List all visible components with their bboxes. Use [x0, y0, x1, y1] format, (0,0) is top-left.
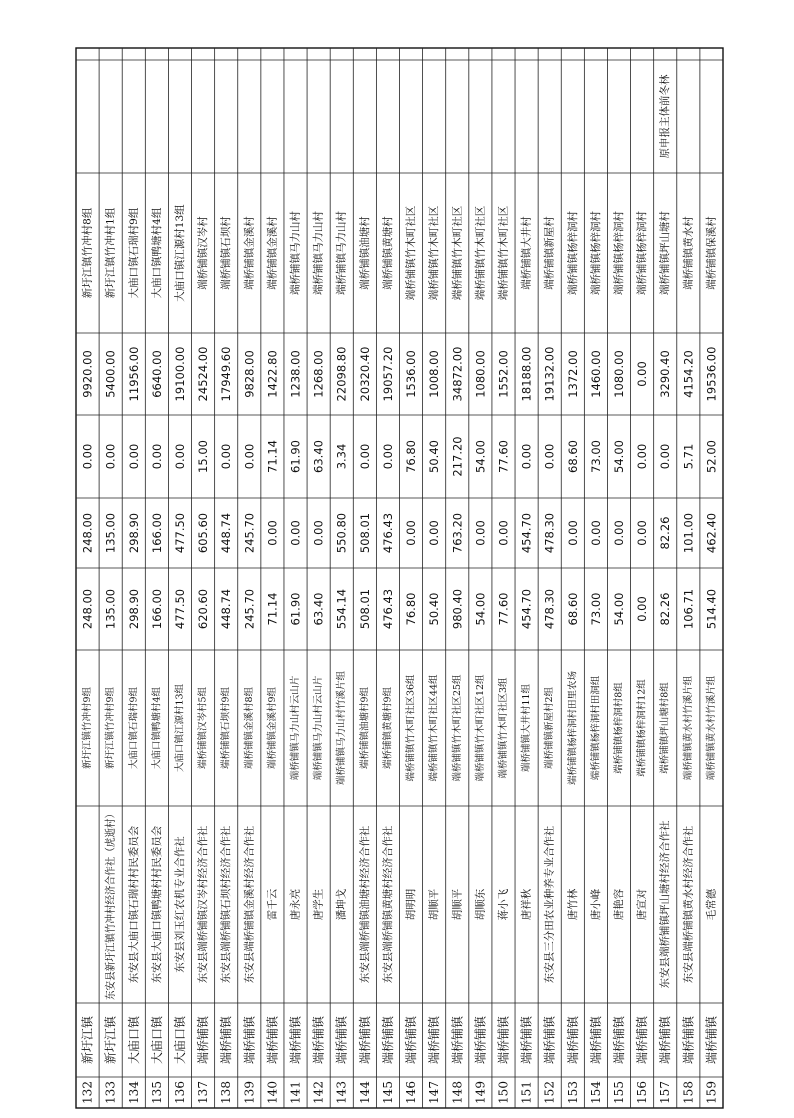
- cell-col-d: 18188.00: [519, 346, 534, 402]
- cell-town: 新圩江镇: [80, 1015, 95, 1065]
- cell-payee: 东安县新圩江镇竹冲村经济合作社（虎逝村）: [104, 790, 117, 1000]
- cell-town: 端桥铺镇: [542, 1015, 557, 1065]
- cell-col-d: 1008.00: [427, 350, 442, 398]
- cell-col-a: 478.30: [542, 588, 557, 630]
- cell-no: 136: [172, 1081, 187, 1104]
- cell-no: 158: [681, 1081, 696, 1104]
- cell-col-b: 454.70: [519, 512, 534, 554]
- cell-col-d: 1238.00: [288, 350, 303, 398]
- cell-col-d: 1422.80: [265, 350, 280, 398]
- cell-col-a: 0.00: [635, 596, 650, 622]
- cell-town: 端桥铺镇: [612, 1015, 627, 1065]
- cell-col-b: 0.00: [565, 520, 580, 546]
- cell-no: 140: [265, 1081, 280, 1104]
- cell-village: 端桥铺镇金溪村: [243, 216, 256, 290]
- cell-location: 端桥铺镇马力山村云山片: [290, 675, 302, 781]
- cell-col-d: 17949.60: [219, 346, 234, 402]
- cell-village: 端桥铺镇马力山村: [312, 211, 325, 295]
- cell-payee: 胡顺平: [451, 888, 464, 921]
- cell-col-b: 448.74: [219, 512, 234, 554]
- cell-no: 141: [288, 1081, 303, 1104]
- cell-col-d: 34872.00: [450, 346, 465, 402]
- cell-payee: 东安县端桥铺镇金溪村经济合作社: [243, 825, 256, 984]
- cell-town: 端桥铺镇: [219, 1015, 234, 1065]
- cell-location: 端桥铺镇黄塘村9组: [382, 686, 394, 770]
- cell-payee: 毛常德: [705, 888, 718, 921]
- cell-location: 端桥铺镇金溪村9组: [266, 686, 278, 770]
- cell-col-c: 68.60: [565, 440, 580, 473]
- cell-col-b: 763.20: [450, 512, 465, 554]
- cell-col-b: 245.70: [242, 512, 257, 554]
- cell-col-b: 476.43: [380, 512, 395, 554]
- cell-no: 156: [635, 1081, 650, 1104]
- cell-col-d: 1372.00: [565, 350, 580, 398]
- cell-col-c: 0.00: [126, 443, 141, 470]
- cell-col-d: 1536.00: [404, 350, 419, 398]
- cell-col-c: 0.00: [542, 443, 557, 470]
- cell-col-b: 0.00: [496, 520, 511, 546]
- cell-no: 159: [704, 1081, 719, 1104]
- cell-town: 端桥铺镇: [334, 1015, 349, 1065]
- cell-col-b: 0.00: [427, 520, 442, 546]
- cell-col-c: 0.00: [519, 443, 534, 470]
- cell-town: 端桥铺镇: [380, 1015, 395, 1065]
- cell-col-d: 4154.20: [681, 350, 696, 398]
- cell-col-c: 54.00: [612, 440, 627, 473]
- cell-town: 端桥铺镇: [588, 1015, 603, 1065]
- cell-col-c: 63.40: [311, 440, 326, 473]
- cell-col-c: 71.14: [265, 440, 280, 473]
- cell-town: 端桥铺镇: [681, 1015, 696, 1065]
- cell-location: 大庙口镇鸭塘村4组: [151, 686, 163, 770]
- cell-col-b: 0.00: [311, 520, 326, 546]
- cell-col-b: 0.00: [404, 520, 419, 546]
- cell-village: 端桥铺镇竹木町社区: [428, 205, 441, 301]
- cell-col-c: 77.60: [496, 440, 511, 473]
- cell-no: 133: [103, 1081, 118, 1104]
- cell-col-a: 166.00: [149, 588, 164, 630]
- cell-col-d: 3290.40: [658, 350, 673, 398]
- cell-col-b: 0.00: [473, 520, 488, 546]
- cell-col-b: 0.00: [288, 520, 303, 546]
- cell-col-d: 20320.40: [357, 346, 372, 402]
- cell-village: 端桥铺镇杨梓洞村: [636, 211, 649, 295]
- cell-payee: 唐小峰: [589, 888, 602, 921]
- cell-col-c: 3.34: [334, 443, 349, 470]
- cell-no: 153: [565, 1081, 580, 1104]
- cell-col-d: 6640.00: [149, 350, 164, 398]
- cell-col-b: 298.90: [126, 512, 141, 554]
- cell-payee: 唐学生: [312, 888, 325, 921]
- cell-no: 139: [242, 1081, 257, 1104]
- cell-village: 端桥铺镇黄塘村: [381, 216, 394, 290]
- cell-payee: 东安县大庙口镇鸭塘村村民委员会: [150, 825, 163, 984]
- cell-no: 151: [519, 1081, 534, 1104]
- cell-no: 142: [311, 1081, 326, 1104]
- cell-col-d: 9828.00: [242, 350, 257, 398]
- cell-col-a: 50.40: [427, 592, 442, 626]
- cell-location: 端桥铺镇大井村11组: [521, 683, 533, 773]
- cell-no: 138: [219, 1081, 234, 1104]
- cell-location: 端桥铺镇竹木町社区25组: [451, 674, 463, 782]
- cell-town: 端桥铺镇: [496, 1015, 511, 1065]
- cell-location: 端桥铺镇杨梓洞村12组: [636, 679, 648, 777]
- cell-village: 端桥铺镇竹木町社区: [451, 205, 464, 301]
- cell-village: 端桥铺镇石坝村: [220, 216, 233, 290]
- cell-col-d: 1552.00: [496, 350, 511, 398]
- cell-town: 大庙口镇: [126, 1015, 141, 1065]
- cell-col-c: 50.40: [427, 440, 442, 473]
- cell-payee: 东安县端桥铺镇油塘村经济合作社: [358, 825, 371, 984]
- cell-location: 端桥铺镇金溪村8组: [243, 686, 255, 770]
- cell-no: 154: [588, 1081, 603, 1104]
- cell-col-c: 76.80: [404, 440, 419, 473]
- cell-location: 端桥铺镇竹木町社区3组: [497, 677, 509, 779]
- cell-payee: 东安县端桥铺镇坪山塘村经济合作社: [659, 820, 672, 989]
- cell-col-d: 22098.80: [334, 346, 349, 402]
- cell-col-c: 73.00: [588, 440, 603, 473]
- cell-location: 端桥铺镇油塘村9组: [359, 686, 371, 770]
- cell-town: 端桥铺镇: [635, 1015, 650, 1065]
- cell-col-a: 454.70: [519, 588, 534, 630]
- cell-location: 新圩江镇竹冲村9组: [105, 686, 117, 770]
- cell-col-d: 19100.00: [172, 346, 187, 402]
- cell-payee: 雷千云: [266, 888, 279, 921]
- cell-col-c: 217.20: [450, 436, 465, 477]
- cell-remark: 原申报主体前冬林: [659, 74, 672, 159]
- cell-town: 端桥铺镇: [519, 1015, 534, 1065]
- cell-no: 148: [450, 1081, 465, 1104]
- cell-no: 147: [427, 1081, 442, 1104]
- cell-col-b: 82.26: [658, 516, 673, 550]
- cell-col-a: 554.14: [334, 588, 349, 630]
- cell-village: 端桥铺镇油塘村: [358, 216, 371, 290]
- cell-town: 大庙口镇: [149, 1015, 164, 1065]
- cell-col-a: 448.74: [219, 588, 234, 630]
- cell-village: 大庙口镇鸭塘村4组: [150, 207, 163, 299]
- cell-location: 大庙口镇石瑞村9组: [128, 686, 140, 770]
- cell-col-c: 61.90: [288, 440, 303, 473]
- cell-col-b: 166.00: [149, 512, 164, 554]
- cell-village: 端桥铺镇竹木町社区: [405, 205, 418, 301]
- cell-col-b: 135.00: [103, 512, 118, 554]
- cell-location: 端桥铺镇马力山村云山片: [313, 675, 325, 781]
- cell-col-b: 462.40: [704, 512, 719, 554]
- cell-location: 端桥铺镇杨梓洞村田里农场: [567, 670, 579, 786]
- cell-col-c: 0.00: [242, 443, 257, 470]
- cell-town: 端桥铺镇: [404, 1015, 419, 1065]
- cell-col-d: 11956.00: [126, 346, 141, 402]
- cell-town: 端桥铺镇: [357, 1015, 372, 1065]
- cell-town: 端桥铺镇: [450, 1015, 465, 1065]
- cell-col-c: 0.00: [80, 443, 95, 470]
- cell-village: 端桥铺镇金溪村: [266, 216, 279, 290]
- cell-no: 149: [473, 1081, 488, 1104]
- cell-col-a: 245.70: [242, 588, 257, 630]
- cell-village: 大庙口镇江源村13组: [173, 204, 186, 302]
- cell-location: 端桥铺镇竹木町社区36组: [405, 674, 417, 782]
- cell-location: 端桥铺镇黄水村竹溪片组: [705, 675, 717, 781]
- cell-location: 端桥铺镇杨梓洞村8组: [613, 682, 625, 774]
- cell-village: 端桥铺镇大井村: [520, 216, 533, 290]
- cell-payee: 蒋小飞: [497, 888, 510, 921]
- cell-payee: 唐宣对: [636, 888, 649, 921]
- cell-col-a: 61.90: [288, 592, 303, 626]
- cell-col-b: 508.01: [357, 512, 372, 554]
- cell-col-a: 476.43: [380, 588, 395, 630]
- cell-col-b: 478.30: [542, 512, 557, 554]
- cell-col-d: 1460.00: [588, 350, 603, 398]
- cell-location: 端桥铺镇马力山村竹溪片组: [336, 670, 348, 786]
- cell-village: 端桥铺镇杨梓洞村: [566, 211, 579, 295]
- cell-col-d: 1268.00: [311, 350, 326, 398]
- cell-payee: 胡顺东: [474, 888, 487, 921]
- cell-location: 端桥铺镇汉岑村5组: [197, 686, 209, 770]
- cell-no: 146: [404, 1081, 419, 1104]
- cell-village: 新圩江镇竹冲村8组: [81, 207, 94, 299]
- cell-village: 端桥铺镇竹木町社区: [474, 205, 487, 301]
- cell-col-a: 77.60: [496, 592, 511, 626]
- cell-location: 端桥铺镇石坝村9组: [220, 686, 232, 770]
- cell-payee: 东安县端桥铺镇汉岑村经济合作社: [197, 825, 210, 984]
- cell-payee: 东安县刘玉红农机专业合作社: [173, 836, 186, 973]
- cell-village: 端桥铺镇竹木町社区: [497, 205, 510, 301]
- cell-col-c: 0.00: [172, 443, 187, 470]
- cell-payee: 潘坤戈: [335, 888, 348, 921]
- cell-location: 端桥铺镇坪山塘村8组: [659, 682, 671, 774]
- cell-payee: 东安县端桥铺镇黄水村经济合作社: [682, 825, 695, 984]
- cell-payee: 唐祥秋: [520, 888, 533, 921]
- cell-col-b: 0.00: [588, 520, 603, 546]
- cell-location: 大庙口镇江源村13组: [174, 683, 186, 773]
- cell-col-c: 0.00: [149, 443, 164, 470]
- cell-col-b: 605.60: [196, 512, 211, 554]
- cell-location: 端桥铺镇黄水村竹溪片组: [682, 675, 694, 781]
- cell-col-d: 1080.00: [473, 350, 488, 398]
- cell-col-d: 0.00: [635, 361, 650, 387]
- cell-payee: 东安县端桥铺镇黄塘村经济合作社: [381, 825, 394, 984]
- cell-village: 端桥铺镇杨梓洞村: [613, 211, 626, 295]
- cell-payee: 唐永亮: [289, 888, 302, 921]
- cell-col-a: 71.14: [265, 592, 280, 626]
- cell-town: 端桥铺镇: [311, 1015, 326, 1065]
- cell-village: 端桥铺镇黄水村: [682, 216, 695, 290]
- cell-col-c: 15.00: [196, 440, 211, 473]
- cell-town: 端桥铺镇: [242, 1015, 257, 1065]
- cell-col-c: 0.00: [635, 443, 650, 470]
- cell-col-d: 24524.00: [196, 346, 211, 402]
- cell-payee: 东安县三分田农业种养专业合作社: [543, 825, 556, 984]
- cell-town: 端桥铺镇: [427, 1015, 442, 1065]
- cell-col-a: 54.00: [612, 592, 627, 626]
- cell-col-a: 63.40: [311, 592, 326, 626]
- cell-village: 新圩江镇竹冲村1组: [104, 207, 117, 299]
- cell-payee: 胡顺平: [428, 888, 441, 921]
- cell-village: 端桥铺镇保溪村: [705, 216, 718, 290]
- cell-no: 145: [380, 1081, 395, 1104]
- cell-col-a: 135.00: [103, 588, 118, 630]
- cell-village: 端桥铺镇坪山塘村: [659, 211, 672, 295]
- cell-location: 端桥铺镇竹木町社区12组: [474, 674, 486, 782]
- cell-village: 端桥铺镇汉岑村: [197, 216, 210, 290]
- cell-location: 端桥铺镇新屋村2组: [544, 686, 556, 770]
- cell-col-a: 68.60: [565, 592, 580, 626]
- cell-col-a: 76.80: [404, 592, 419, 626]
- cell-town: 端桥铺镇: [565, 1015, 580, 1065]
- cell-town: 大庙口镇: [172, 1015, 187, 1065]
- cell-payee: 唐艳容: [613, 888, 626, 921]
- cell-payee: 东安县端桥铺镇石坝村经济合作社: [220, 825, 233, 984]
- cell-col-b: 0.00: [635, 520, 650, 546]
- cell-col-b: 101.00: [681, 512, 696, 554]
- cell-col-c: 54.00: [473, 440, 488, 473]
- cell-location: 新圩江镇竹冲村9组: [82, 686, 94, 770]
- cell-col-c: 0.00: [219, 443, 234, 470]
- cell-col-d: 19536.00: [704, 346, 719, 402]
- cell-no: 134: [126, 1081, 141, 1104]
- cell-col-a: 248.00: [80, 588, 95, 630]
- cell-no: 150: [496, 1081, 511, 1104]
- cell-payee: 胡明明: [405, 888, 418, 921]
- cell-col-a: 514.40: [704, 588, 719, 630]
- cell-no: 144: [357, 1081, 372, 1104]
- cell-no: 157: [658, 1081, 673, 1104]
- cell-payee: 东安县大庙口镇石瑞村村民委员会: [127, 825, 140, 984]
- cell-col-a: 620.60: [196, 588, 211, 630]
- cell-col-a: 980.40: [450, 588, 465, 630]
- cell-col-d: 19057.20: [380, 346, 395, 402]
- cell-town: 端桥铺镇: [288, 1015, 303, 1065]
- cell-no: 152: [542, 1081, 557, 1104]
- cell-col-c: 0.00: [380, 443, 395, 470]
- cell-col-a: 106.71: [681, 588, 696, 630]
- cell-col-c: 0.00: [357, 443, 372, 470]
- cell-col-d: 9920.00: [80, 350, 95, 398]
- table-cells: [80, 74, 719, 1104]
- cell-town: 端桥铺镇: [265, 1015, 280, 1065]
- cell-no: 132: [80, 1081, 95, 1104]
- cell-col-a: 298.90: [126, 588, 141, 630]
- cell-village: 端桥铺镇马力山村: [335, 211, 348, 295]
- cell-village: 大庙口镇石瑞村9组: [127, 207, 140, 299]
- cell-col-c: 0.00: [658, 443, 673, 470]
- cell-village: 端桥铺镇马力山村: [289, 211, 302, 295]
- cell-col-a: 508.01: [357, 588, 372, 630]
- cell-col-b: 0.00: [265, 520, 280, 546]
- cell-village: 端桥铺镇杨梓洞村: [589, 211, 602, 295]
- cell-col-d: 19132.00: [542, 346, 557, 402]
- cell-col-a: 73.00: [588, 592, 603, 626]
- cell-col-b: 248.00: [80, 512, 95, 554]
- cell-col-c: 0.00: [103, 443, 118, 470]
- cell-town: 端桥铺镇: [658, 1015, 673, 1065]
- cell-col-c: 52.00: [704, 440, 719, 473]
- cell-town: 端桥铺镇: [473, 1015, 488, 1065]
- cell-col-b: 477.50: [172, 512, 187, 554]
- cell-no: 135: [149, 1081, 164, 1104]
- cell-town: 新圩江镇: [103, 1015, 118, 1065]
- cell-col-b: 0.00: [612, 520, 627, 546]
- cell-col-a: 477.50: [172, 588, 187, 630]
- cell-village: 端桥铺镇新屋村: [543, 216, 556, 290]
- cell-location: 端桥铺镇竹木町社区44组: [428, 674, 440, 782]
- cell-no: 155: [612, 1081, 627, 1104]
- cell-col-d: 5400.00: [103, 350, 118, 398]
- cell-col-c: 5.71: [681, 443, 696, 470]
- cell-payee: 唐竹林: [566, 888, 579, 921]
- cell-col-a: 82.26: [658, 592, 673, 626]
- cell-col-b: 550.80: [334, 512, 349, 554]
- cell-town: 端桥铺镇: [704, 1015, 719, 1065]
- cell-no: 143: [334, 1081, 349, 1104]
- cell-no: 137: [196, 1081, 211, 1104]
- cell-col-d: 1080.00: [612, 350, 627, 398]
- cell-town: 端桥铺镇: [196, 1015, 211, 1065]
- cell-col-a: 54.00: [473, 592, 488, 626]
- cell-location: 端桥铺镇杨梓洞村田洞组: [590, 675, 602, 781]
